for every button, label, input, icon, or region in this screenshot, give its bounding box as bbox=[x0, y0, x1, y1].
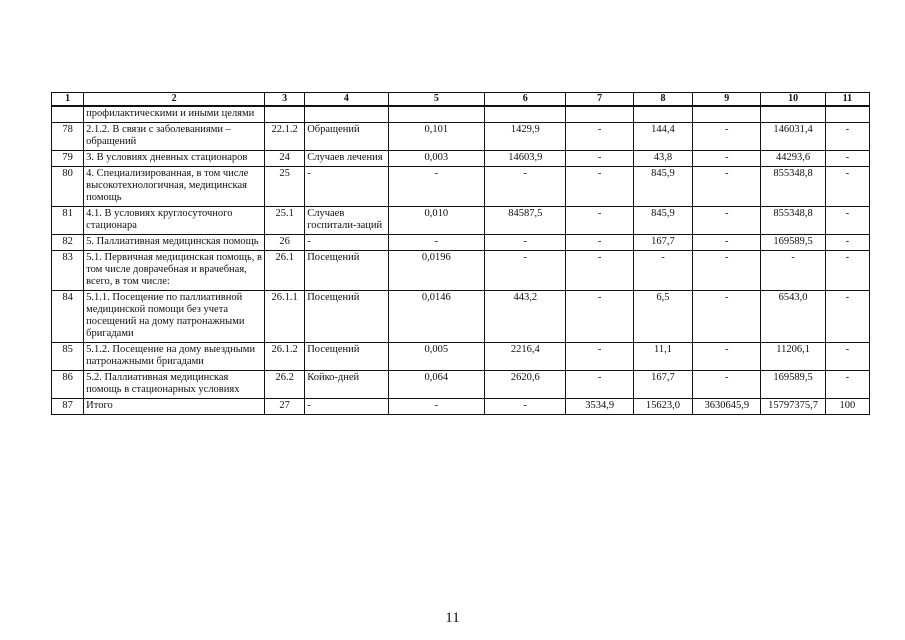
row-name: 5. Паллиативная медицинская помощь bbox=[84, 235, 265, 251]
col5-value: - bbox=[388, 235, 484, 251]
row-name: 2.1.2. В связи с заболеваниями – обращений bbox=[84, 123, 265, 151]
col7-value: - bbox=[566, 371, 633, 399]
row-unit: Обращений bbox=[305, 123, 388, 151]
col6-value: 84587,5 bbox=[485, 207, 566, 235]
col5-value: - bbox=[388, 399, 484, 415]
row-code: 25 bbox=[265, 167, 305, 207]
row-name: 5.1.1. Посещение по паллиативной медицинской помощи без учета посещений на дому патронажными бригадами bbox=[84, 291, 265, 343]
page-number: 11 bbox=[445, 610, 460, 626]
col10-value: 146031,4 bbox=[761, 123, 825, 151]
row-code: 25.1 bbox=[265, 207, 305, 235]
col6-value: - bbox=[485, 235, 566, 251]
col8-value: 167,7 bbox=[633, 235, 692, 251]
row-unit: - bbox=[305, 167, 388, 207]
row-code: 26.1.1 bbox=[265, 291, 305, 343]
continuation-row bbox=[52, 106, 870, 123]
row-name: 5.1. Первичная медицинская помощь, в том числе доврачебная и врачебная, всего, в том числе: bbox=[84, 251, 265, 291]
table-row bbox=[52, 291, 870, 343]
col6-value: 2620,6 bbox=[485, 371, 566, 399]
col11-value: - bbox=[825, 343, 869, 371]
row-number: 80 bbox=[52, 167, 84, 207]
col11-value: - bbox=[825, 207, 869, 235]
table-row bbox=[52, 167, 870, 207]
row-number: 82 bbox=[52, 235, 84, 251]
col10-value: 855348,8 bbox=[761, 207, 825, 235]
col8-value: 144,4 bbox=[633, 123, 692, 151]
col-header: 5 bbox=[388, 93, 484, 107]
table-row bbox=[52, 207, 870, 235]
col11-value: - bbox=[825, 251, 869, 291]
col8-value: 6,5 bbox=[633, 291, 692, 343]
row-code: 26 bbox=[265, 235, 305, 251]
col11-value: - bbox=[825, 123, 869, 151]
col7-value: - bbox=[566, 343, 633, 371]
col7-value: 3534,9 bbox=[566, 399, 633, 415]
row-code: 22.1.2 bbox=[265, 123, 305, 151]
row-code: 26.2 bbox=[265, 371, 305, 399]
row-code: 24 bbox=[265, 151, 305, 167]
col7-value: - bbox=[566, 235, 633, 251]
col7-value: - bbox=[566, 151, 633, 167]
row-unit: - bbox=[305, 235, 388, 251]
row-number: 85 bbox=[52, 343, 84, 371]
table-row bbox=[52, 399, 870, 415]
col-header: 3 bbox=[265, 93, 305, 107]
row-code: 26.1 bbox=[265, 251, 305, 291]
col-header: 2 bbox=[84, 93, 265, 107]
col10-value: 855348,8 bbox=[761, 167, 825, 207]
col9-value: - bbox=[693, 343, 761, 371]
row-unit: - bbox=[305, 399, 388, 415]
col7-value: - bbox=[566, 207, 633, 235]
col8-value: 43,8 bbox=[633, 151, 692, 167]
col6-value: 2216,4 bbox=[485, 343, 566, 371]
col11-value: - bbox=[825, 291, 869, 343]
col5-value: 0,101 bbox=[388, 123, 484, 151]
table-row bbox=[52, 235, 870, 251]
row-number: 87 bbox=[52, 399, 84, 415]
col-header: 8 bbox=[633, 93, 692, 107]
col9-value: - bbox=[693, 123, 761, 151]
col-header: 11 bbox=[825, 93, 869, 107]
col10-value: 44293,6 bbox=[761, 151, 825, 167]
col6-value: - bbox=[485, 251, 566, 291]
column-number-row bbox=[52, 93, 870, 107]
col8-value: - bbox=[633, 251, 692, 291]
col7-value: - bbox=[566, 251, 633, 291]
continuation-text: профилактическими и иными целями bbox=[84, 106, 265, 123]
col6-value: - bbox=[485, 399, 566, 415]
col7-value: - bbox=[566, 123, 633, 151]
col6-value: 14603,9 bbox=[485, 151, 566, 167]
col10-value: 11206,1 bbox=[761, 343, 825, 371]
table-row bbox=[52, 343, 870, 371]
col5-value: 0,064 bbox=[388, 371, 484, 399]
table-row bbox=[52, 371, 870, 399]
data-table bbox=[51, 92, 870, 415]
col9-value: 3630645,9 bbox=[693, 399, 761, 415]
col11-value: 100 bbox=[825, 399, 869, 415]
row-number: 81 bbox=[52, 207, 84, 235]
col6-value: 443,2 bbox=[485, 291, 566, 343]
row-unit: Койко-дней bbox=[305, 371, 388, 399]
col11-value: - bbox=[825, 151, 869, 167]
row-number: 84 bbox=[52, 291, 84, 343]
row-name: 5.1.2. Посещение на дому выездными патронажными бригадами bbox=[84, 343, 265, 371]
row-unit: Посещений bbox=[305, 251, 388, 291]
col-header: 4 bbox=[305, 93, 388, 107]
row-number: 78 bbox=[52, 123, 84, 151]
col-header: 7 bbox=[566, 93, 633, 107]
col-header: 6 bbox=[485, 93, 566, 107]
col5-value: 0,0146 bbox=[388, 291, 484, 343]
row-unit: Случаев госпитали-заций bbox=[305, 207, 388, 235]
col9-value: - bbox=[693, 291, 761, 343]
col10-value: - bbox=[761, 251, 825, 291]
row-unit: Посещений bbox=[305, 343, 388, 371]
row-name: 4.1. В условиях круглосуточного стационара bbox=[84, 207, 265, 235]
row-number: 86 bbox=[52, 371, 84, 399]
col10-value: 169589,5 bbox=[761, 235, 825, 251]
col9-value: - bbox=[693, 235, 761, 251]
table-row bbox=[52, 251, 870, 291]
col5-value: 0,005 bbox=[388, 343, 484, 371]
table-rows bbox=[52, 123, 870, 415]
col9-value: - bbox=[693, 151, 761, 167]
row-number: 79 bbox=[52, 151, 84, 167]
row-number: 83 bbox=[52, 251, 84, 291]
row-name: 4. Специализированная, в том числе высокотехнологичная, медицинская помощь bbox=[84, 167, 265, 207]
col9-value: - bbox=[693, 371, 761, 399]
col10-value: 15797375,7 bbox=[761, 399, 825, 415]
col11-value: - bbox=[825, 167, 869, 207]
table-row bbox=[52, 123, 870, 151]
col7-value: - bbox=[566, 167, 633, 207]
col-header: 1 bbox=[52, 93, 84, 107]
table-row bbox=[52, 151, 870, 167]
col6-value: 1429,9 bbox=[485, 123, 566, 151]
col-header: 9 bbox=[693, 93, 761, 107]
row-name: 3. В условиях дневных стационаров bbox=[84, 151, 265, 167]
col9-value: - bbox=[693, 207, 761, 235]
col10-value: 169589,5 bbox=[761, 371, 825, 399]
col11-value: - bbox=[825, 371, 869, 399]
row-code: 27 bbox=[265, 399, 305, 415]
col9-value: - bbox=[693, 167, 761, 207]
row-name: Итого bbox=[84, 399, 265, 415]
col8-value: 11,1 bbox=[633, 343, 692, 371]
col6-value: - bbox=[485, 167, 566, 207]
col7-value: - bbox=[566, 291, 633, 343]
row-unit: Случаев лечения bbox=[305, 151, 388, 167]
col11-value: - bbox=[825, 235, 869, 251]
row-name: 5.2. Паллиативная медицинская помощь в стационарных условиях bbox=[84, 371, 265, 399]
col9-value: - bbox=[693, 251, 761, 291]
col8-value: 15623,0 bbox=[633, 399, 692, 415]
col8-value: 167,7 bbox=[633, 371, 692, 399]
col8-value: 845,9 bbox=[633, 167, 692, 207]
col5-value: 0,0196 bbox=[388, 251, 484, 291]
col5-value: 0,010 bbox=[388, 207, 484, 235]
col-header: 10 bbox=[761, 93, 825, 107]
col8-value: 845,9 bbox=[633, 207, 692, 235]
col5-value: 0,003 bbox=[388, 151, 484, 167]
col5-value: - bbox=[388, 167, 484, 207]
col10-value: 6543,0 bbox=[761, 291, 825, 343]
row-code: 26.1.2 bbox=[265, 343, 305, 371]
row-unit: Посещений bbox=[305, 291, 388, 343]
